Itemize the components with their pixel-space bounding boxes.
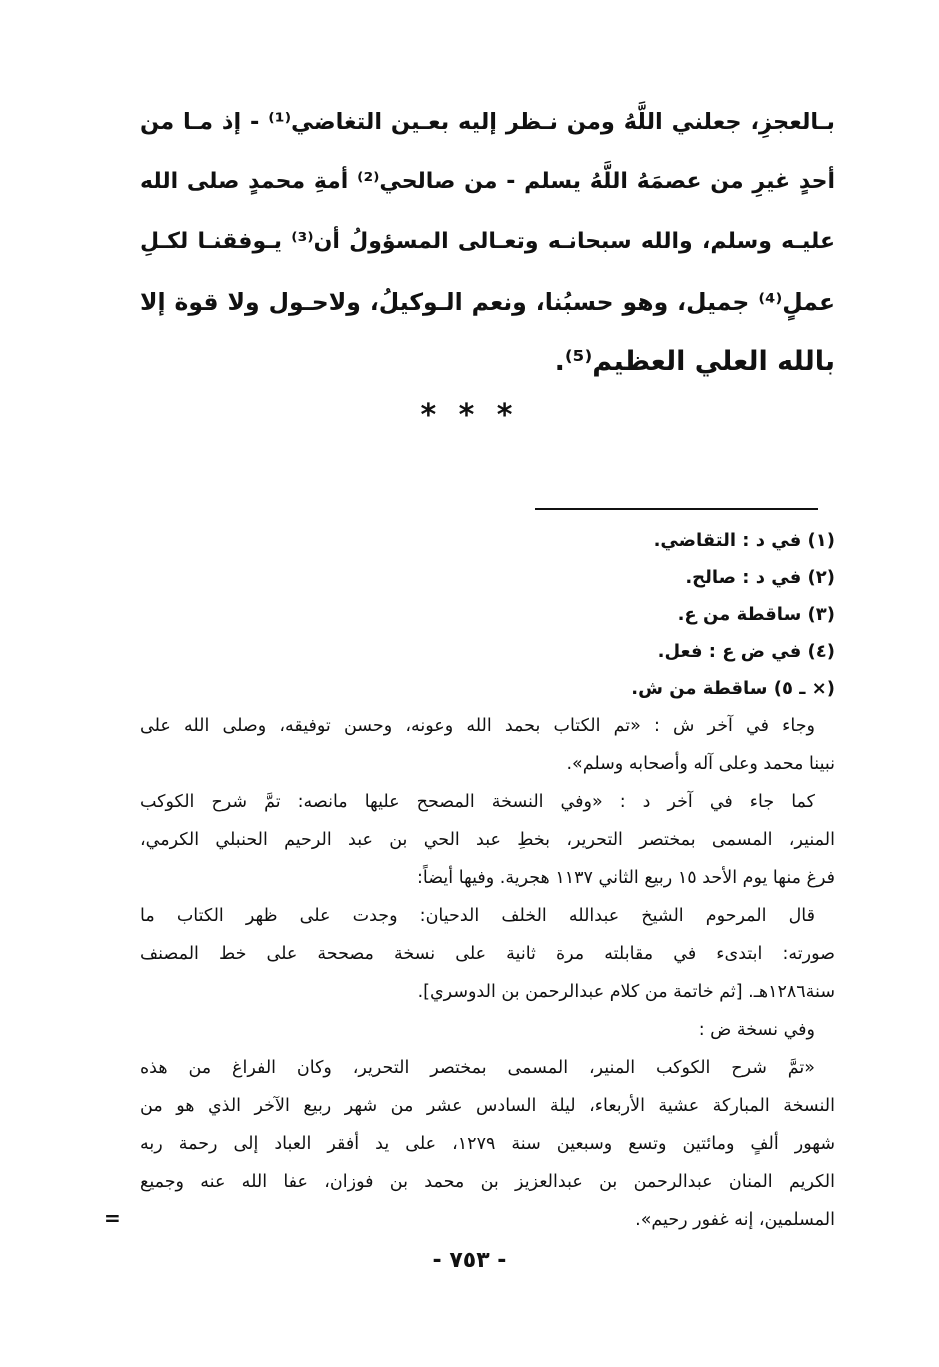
footnote-line: صورته: ابتدىء في مقابلته مرة ثانية على نسخة مصححة على خط المصنف xyxy=(140,944,835,964)
section-separator: * * * xyxy=(420,398,519,433)
footnote-line: الكريم المنان عبدالرحمن بن عبدالعزيز بن محمد بن فوزان، عفا الله عنه وجميع xyxy=(140,1172,835,1192)
footnote-line: شهور ألفٍ ومائتين وتسع وسبعين سنة ١٢٧٩، على يد أفقر العباد إلى رحمة ربه xyxy=(140,1134,835,1154)
footnote-line: سنة١٢٨٦هـ. [ثم خاتمة من كلام عبدالرحمن بن الدوسري]. xyxy=(417,982,835,1002)
footnote-item: (× ـ ٥) ساقطة من ش. xyxy=(631,678,835,699)
footnote-line: المنير، المسمى بمختصر التحرير، بخطِ عبد الحي بن عبد الرحيم الحنبلي الكرمي، xyxy=(140,830,835,850)
footnote-line: وفي نسخة ض : xyxy=(698,1020,815,1040)
footnote-line: النسخة المباركة عشية الأربعاء، ليلة السادس عشر من شهر ربيع الآخر الذي هو من xyxy=(140,1096,835,1116)
footnote-paragraph xyxy=(140,1049,835,1239)
main-text-line: بـالعجزِ، جعلني اللَّهُ ومن نـظر إليه بعـين التغاضي⁽¹⁾ - إذ مـا من xyxy=(140,109,835,135)
footnotes-block xyxy=(140,522,835,1239)
footnote-line: نبينا محمد وعلى آله وأصحابه وسلم». xyxy=(566,754,835,774)
footnote-item: (١) في د : التقاضي. xyxy=(653,530,835,551)
footnote-line: المسلمين، إنه غفور رحيم». xyxy=(635,1210,835,1230)
footnote-item: (٣) ساقطة من ع. xyxy=(677,604,835,625)
continuation-mark: = xyxy=(104,1206,121,1230)
main-text-line: بالله العلي العظيم⁽⁵⁾. xyxy=(554,346,835,377)
footnote-divider xyxy=(535,508,818,510)
footnote-line: قال المرحوم الشيخ عبدالله الخلف الدحيان: وجدت على ظهر الكتاب ما xyxy=(140,906,815,926)
footnote-line: فرغ منها يوم الأحد ١٥ ربيع الثاني ١١٣٧ هجرية. وفيها أيضاً: xyxy=(417,868,835,888)
main-text-block xyxy=(140,92,835,392)
footnote-paragraph xyxy=(140,707,835,783)
footnote-line: وجاء في آخر ش : «تم الكتاب بحمد الله وعونه، وحسن توفيقه، وصلى الله على xyxy=(140,716,815,736)
footnote-line: «تمَّ شرح الكوكب المنير، المسمى بمختصر التحرير، وكان الفراغ من هذه xyxy=(140,1058,815,1078)
footnote-paragraph xyxy=(140,1011,835,1049)
page-number: - ٧٥٣ - xyxy=(432,1248,507,1273)
footnote-paragraph xyxy=(140,897,835,1011)
footnote-item: (٢) في د : صالح. xyxy=(685,567,835,588)
main-text-line: عليـه وسلم، والله سبحانـه وتعـالى المسؤولُ أن⁽³⁾ يـوفقنـا لكـلِ xyxy=(140,229,835,254)
main-text-line: أحدٍ غيرِ من عصمَهُ اللَّهُ يسلم - من صالحي⁽²⁾ أمةِ محمدٍ صلى الله xyxy=(140,169,835,194)
footnote-paragraph xyxy=(140,783,835,897)
main-text-line: عملٍ⁽⁴⁾ جميل، وهو حسبُنا، ونعم الـوكيلُ، ولاحـول ولا قوة إلا xyxy=(140,288,835,316)
footnote-item: (٤) في ض ع : فعل. xyxy=(657,641,835,662)
footnote-line: كما جاء في آخر د : «وفي النسخة المصحح عليها مانصه: تمَّ شرح الكوكب xyxy=(140,792,815,812)
